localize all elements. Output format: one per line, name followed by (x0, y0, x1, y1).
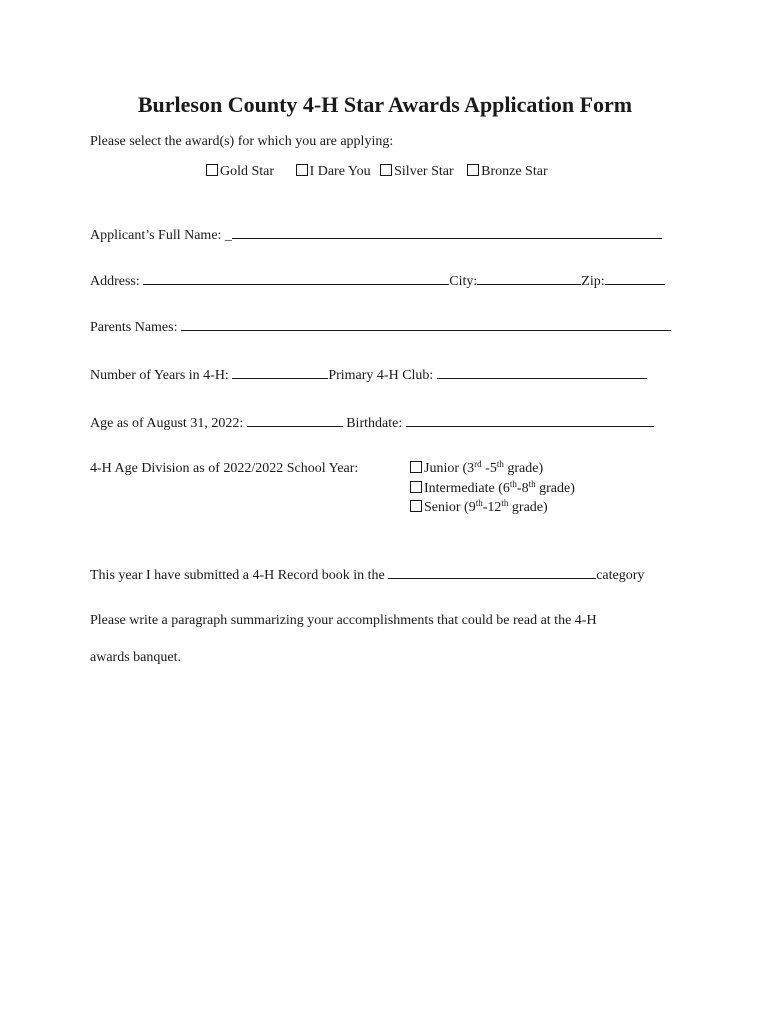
record-book-category-field[interactable] (388, 566, 596, 579)
division-option-text: -12 (482, 500, 502, 515)
checkbox-icon[interactable] (467, 164, 479, 176)
award-option-i-dare-you[interactable] (296, 164, 371, 180)
full-name-field[interactable] (232, 226, 662, 239)
birthdate-field[interactable] (406, 414, 654, 427)
award-option-silver-star[interactable] (380, 164, 454, 180)
full-name-row (90, 226, 662, 244)
age-label: Age as of August 31, 2022: (90, 416, 244, 431)
address-row (90, 272, 665, 290)
club-label: Primary 4-H Club: (328, 368, 434, 383)
superscript: th (501, 498, 509, 508)
division-option-senior[interactable] (410, 500, 548, 516)
division-option-text: Junior (3 (424, 461, 475, 476)
parents-row (90, 318, 671, 336)
checkbox-icon[interactable] (410, 500, 422, 512)
record-book-prefix: This year I have submitted a 4-H Record book in the (90, 568, 385, 583)
checkbox-icon[interactable] (380, 164, 392, 176)
address-field[interactable] (143, 272, 449, 285)
award-label: I Dare You (309, 164, 371, 179)
superscript: th (528, 479, 536, 489)
city-label: City: (449, 274, 478, 289)
checkbox-icon[interactable] (410, 481, 422, 493)
division-option-text: grade) (508, 500, 548, 515)
division-option-text: grade) (535, 481, 575, 496)
checkbox-icon[interactable] (296, 164, 308, 176)
division-option-junior[interactable] (410, 461, 543, 477)
superscript: th (475, 498, 483, 508)
club-field[interactable] (437, 366, 647, 379)
division-option-text: -8 (516, 481, 529, 496)
zip-label: Zip: (581, 274, 605, 289)
age-field[interactable] (247, 414, 343, 427)
years-label: Number of Years in 4-H: (90, 368, 229, 383)
age-birthdate-row (90, 414, 654, 432)
checkbox-icon[interactable] (410, 461, 422, 473)
award-label: Silver Star (394, 164, 454, 179)
award-option-bronze-star[interactable] (467, 164, 547, 180)
birthdate-label: Birthdate: (346, 416, 403, 431)
division-option-text: -5 (481, 461, 497, 476)
record-book-suffix: category (596, 568, 645, 583)
division-option-intermediate[interactable] (410, 481, 575, 497)
full-name-label: Applicant’s Full Name: _ (90, 228, 232, 243)
form-title: Burleson County 4-H Star Awards Application Form (137, 92, 633, 117)
award-label: Gold Star (220, 164, 275, 179)
award-option-gold-star[interactable] (206, 164, 274, 180)
zip-field[interactable] (605, 272, 665, 285)
division-option-text: Senior (9 (424, 500, 476, 515)
award-selection-instructions: Please select the award(s) for which you are applying: (90, 134, 394, 149)
superscript: th (496, 459, 504, 469)
years-club-row (90, 366, 647, 384)
years-field[interactable] (232, 366, 328, 379)
superscript: rd (474, 459, 482, 469)
parents-field[interactable] (181, 318, 671, 331)
division-option-text: grade) (503, 461, 544, 476)
address-label: Address: (90, 274, 140, 289)
division-option-text: Intermediate (6 (424, 481, 510, 496)
award-label: Bronze Star (481, 164, 548, 179)
city-field[interactable] (477, 272, 581, 285)
division-label: 4-H Age Division as of 2022/2022 School Year: (90, 461, 359, 476)
paragraph-prompt-line-2: awards banquet. (90, 650, 181, 665)
parents-label: Parents Names: (90, 320, 178, 335)
superscript: th (509, 479, 517, 489)
award-options (206, 164, 548, 180)
checkbox-icon[interactable] (206, 164, 218, 176)
record-book-row (90, 566, 644, 584)
paragraph-prompt-line-1: Please write a paragraph summarizing your accomplishments that could be read at the 4-H (90, 613, 597, 628)
